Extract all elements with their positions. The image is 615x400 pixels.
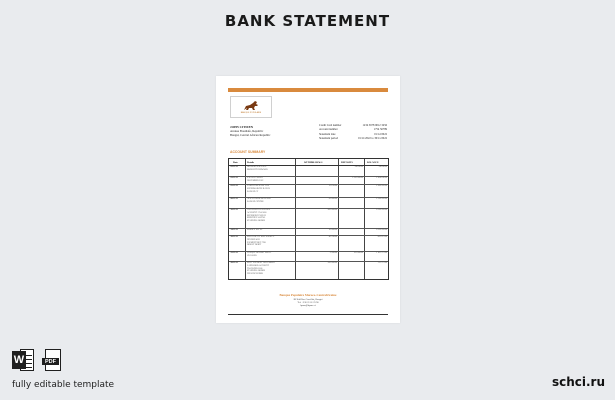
row-balance: 1 105 715.00: [376, 252, 387, 254]
account-value: 1234 5678 9012 3456: [362, 124, 387, 127]
bank-address: [216, 298, 400, 308]
account-label: Account number: [319, 128, 338, 132]
row-withdrawal: 50 000.00: [328, 198, 337, 200]
customer-address-line2: Bangui, Central African Republic: [230, 133, 271, 138]
row-balance: 1 288 995.00: [376, 185, 387, 187]
row-date: 05/11/22: [230, 185, 238, 187]
row-balance: 1 038 995.00: [376, 209, 387, 211]
row-balance: 983 215.00: [377, 236, 387, 238]
row-deposit: 54 245.00: [354, 166, 363, 168]
row-withdrawal: 2 500.00: [329, 252, 337, 254]
header-details: Details: [247, 160, 255, 164]
row-details: TRANSFER TO SAVINGS ACCOUNT 1754 5600 REFERENCE NOV22 MONTHLY SAVING STANDING ORDER: [247, 209, 271, 223]
row-details: ATM WITHDRAWAL 0098 BANGUI CENTRE: [247, 198, 271, 203]
format-icons: [12, 349, 64, 372]
section-title: ACCOUNT SUMMARY: [230, 150, 266, 154]
row-details: CARD PURCHASE 1234 SUPERMARCHE RAYAN BANGUI CF: [247, 185, 270, 193]
row-date: 10/11/22: [230, 209, 238, 211]
row-withdrawal: 200 000.00: [327, 209, 337, 211]
horse-icon: [241, 100, 261, 112]
template-caption: fully editable template: [12, 380, 115, 390]
table-row: [229, 184, 388, 198]
table-row: [229, 235, 388, 252]
row-withdrawal: 10 000.00: [328, 229, 337, 231]
table-row: [229, 208, 388, 229]
row-balance: 1 304 245.00: [376, 177, 387, 179]
row-date: 14/11/22: [230, 229, 238, 231]
row-details: ELECTRICITY BILL ENERCA INVOICE 4521 PAYMENT REF 7788 DIRECT DEBIT: [247, 236, 275, 247]
header-date: Date: [233, 160, 238, 164]
row-balance: 1 028 995.00: [376, 229, 387, 231]
row-details: SALARY CREDIT NOVEMBER 2022: [247, 177, 264, 182]
pdf-label: PDF: [42, 358, 59, 365]
customer-block: [230, 125, 270, 138]
bank-address-line: bpmc@bpmc.cf: [300, 304, 316, 308]
account-row: [319, 137, 387, 141]
bank-address-line: Tel: +236 21 61 23 90: [297, 301, 319, 305]
row-details: RENT PAYMENT NOVEMBER LANDLORD ACCOUNT TRANSFER 5566 STANDING ORDER FEES INCLUDED: [247, 262, 275, 276]
row-withdrawal: 45 780.00: [328, 236, 337, 238]
bank-address-line: BP 844 Rue Guerillot, Bangui: [293, 298, 323, 301]
row-balance: 1 238 995.00: [376, 198, 387, 200]
row-details: MOBILE TOP UP: [247, 229, 263, 231]
bank-logo: [230, 96, 272, 118]
row-date: 22/11/22: [230, 252, 238, 254]
transactions-table: [228, 158, 389, 280]
site-watermark: schci.ru: [551, 375, 605, 389]
account-label: Statement date: [319, 132, 336, 136]
header-deposits: DEPOSITS: [341, 160, 353, 164]
pdf-icon: [41, 349, 64, 372]
row-withdrawal: 15 250.00: [328, 185, 337, 187]
footer-divider: [228, 314, 388, 315]
statement-document: [216, 76, 400, 323]
table-row: [229, 261, 388, 280]
customer-name: JOHN CITIZEN: [230, 125, 254, 129]
account-label: Credit Card number: [319, 124, 342, 127]
row-date: 08/11/22: [230, 198, 238, 200]
bank-name: Banque Populaire Maroco-Centrafricaine: [279, 293, 337, 297]
row-withdrawal: 350 000.00: [327, 262, 337, 264]
row-date: 28/11/22: [230, 262, 238, 264]
word-icon: [12, 349, 35, 372]
header-balance: BALANCE: [367, 160, 379, 164]
row-balance: 755 715.00: [377, 262, 387, 264]
customer-address-line1: Avenue Boudiafe, Republic: [230, 129, 264, 134]
row-date: 01/11/22: [230, 166, 238, 168]
row-deposit: 1 250 000.00: [352, 177, 363, 179]
word-letter: W: [12, 351, 26, 369]
account-value: 01/11/2022 to 30/11/2022: [358, 137, 387, 141]
account-value: 1754 56789: [373, 128, 387, 132]
row-date: 18/11/22: [230, 236, 238, 238]
row-deposit: 125 000.00: [353, 252, 363, 254]
account-info: [319, 124, 387, 142]
row-date: 03/11/22: [230, 177, 238, 179]
logo-text: BANQUE POPULAIRE: [240, 112, 262, 114]
account-label: Statement period: [319, 137, 339, 141]
row-balance: 54 245.00: [378, 166, 387, 168]
account-value: 01/12/2022: [374, 132, 387, 136]
header-accent-bar: [228, 88, 388, 92]
header-withdrawals: WITHDRAWALS: [304, 160, 323, 164]
row-details: OPENING BALANCE BROUGHT FORWARD: [247, 166, 268, 171]
page-title: BANK STATEMENT: [224, 12, 391, 30]
row-details: CHEQUE DEPOSIT 000123 CLEARED: [247, 252, 272, 257]
